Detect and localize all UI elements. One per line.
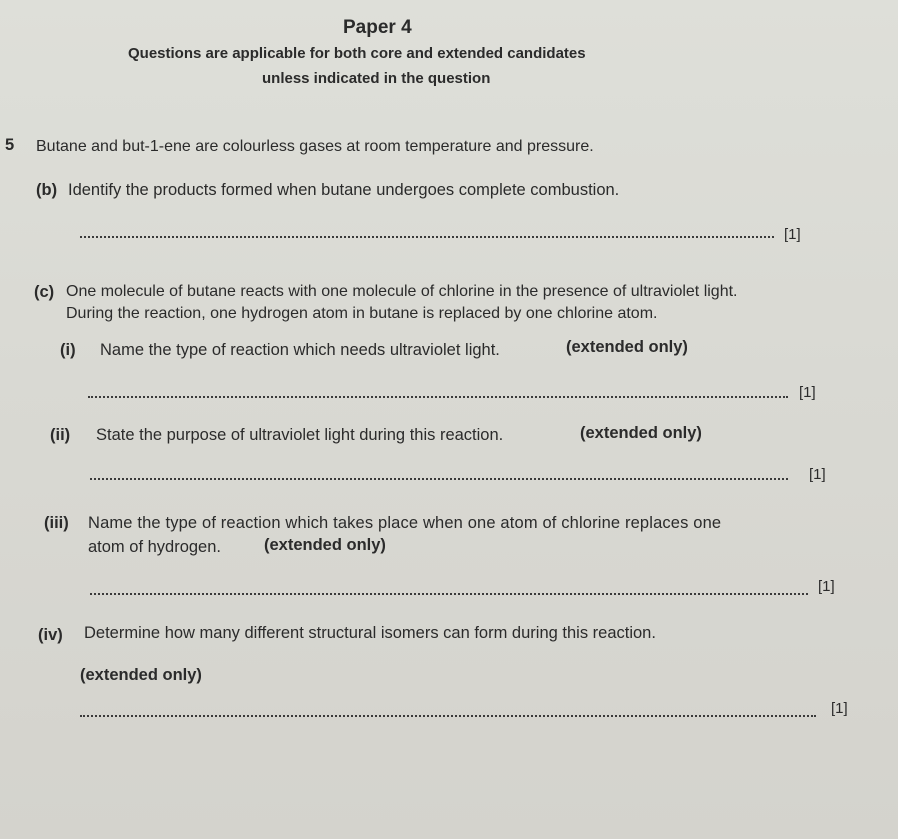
part-c-iii-text-line2: atom of hydrogen. (88, 538, 221, 556)
part-c-text-line1: One molecule of butane reacts with one molecule of chlorine in the presence of ultraviolet light. (66, 283, 738, 300)
mark-c-ii: [1] (809, 466, 826, 483)
answer-line-b[interactable] (80, 236, 774, 238)
part-c-i-text: Name the type of reaction which needs ultraviolet light. (100, 341, 500, 359)
part-c-text-line2: During the reaction, one hydrogen atom in butane is replaced by one chlorine atom. (66, 305, 658, 322)
part-c-label: (c) (34, 283, 55, 301)
part-b-label: (b) (36, 181, 58, 199)
applicability-note-line2: unless indicated in the question (262, 70, 491, 87)
mark-c-iii: [1] (818, 578, 835, 595)
part-c-iii-label: (iii) (44, 514, 69, 532)
mark-c-iv: [1] (831, 700, 848, 717)
question-intro: Butane and but-1-ene are colourless gases at room temperature and pressure. (36, 138, 594, 155)
answer-line-c-i[interactable] (88, 396, 788, 398)
part-c-i-label: (i) (60, 341, 76, 359)
mark-b: [1] (784, 226, 801, 243)
answer-line-c-iv[interactable] (80, 715, 816, 717)
part-c-iv-text: Determine how many different structural isomers can form during this reaction. (84, 624, 656, 642)
mark-c-i: [1] (799, 384, 816, 401)
part-c-iv-label: (iv) (38, 626, 63, 644)
part-c-ii-label: (ii) (50, 426, 71, 444)
answer-line-c-iii[interactable] (90, 593, 808, 595)
paper-title: Paper 4 (343, 17, 412, 38)
part-c-ii-text: State the purpose of ultraviolet light during this reaction. (96, 426, 504, 444)
part-c-iv-extended-note: (extended only) (80, 666, 202, 684)
part-c-iii-text-line1: Name the type of reaction which takes place when one atom of chlorine replaces one (88, 514, 722, 532)
applicability-note-line1: Questions are applicable for both core and extended candidates (128, 45, 586, 62)
part-c-iii-extended-note: (extended only) (264, 536, 386, 554)
question-number: 5 (5, 136, 15, 154)
part-c-ii-extended-note: (extended only) (580, 424, 702, 442)
answer-line-c-ii[interactable] (90, 478, 788, 480)
part-b-text: Identify the products formed when butane undergoes complete combustion. (68, 181, 620, 199)
part-c-i-extended-note: (extended only) (566, 338, 688, 356)
